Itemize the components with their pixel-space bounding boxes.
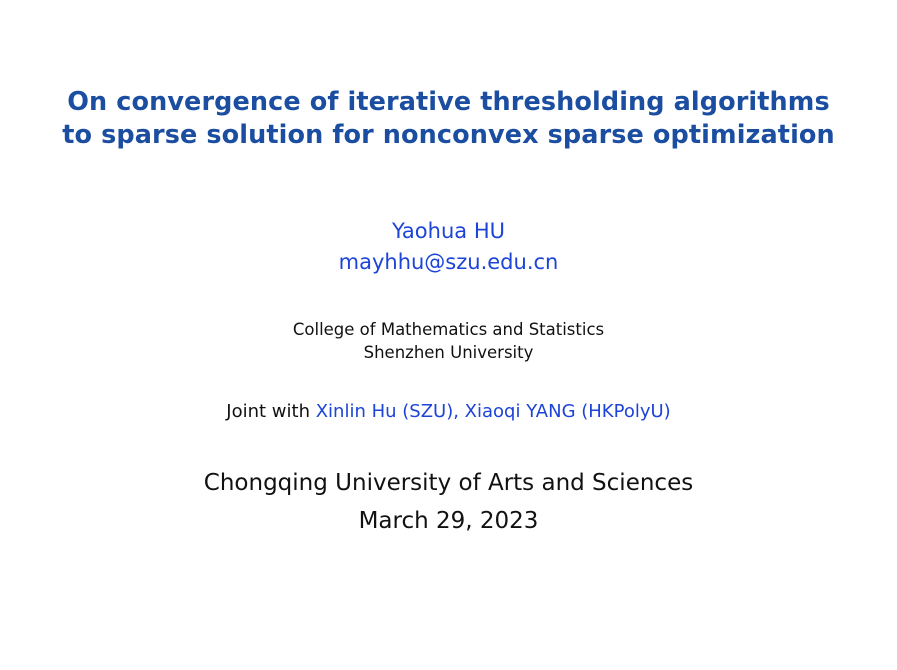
title-line-1: On convergence of iterative thresholding algorithms — [67, 87, 830, 117]
presentation-title — [0, 86, 897, 152]
affiliation-department: College of Mathematics and Statistics — [292, 320, 605, 339]
author-info — [0, 216, 897, 278]
venue-info — [0, 463, 897, 539]
joint-work-collaborators[interactable]: Xinlin Hu (SZU), Xiaoqi YANG (HKPolyU) — [315, 401, 671, 422]
author-email[interactable]: mayhhu@szu.edu.cn — [338, 250, 559, 274]
affiliation — [0, 318, 897, 364]
affiliation-university: Shenzhen University — [363, 343, 534, 362]
joint-work — [0, 399, 897, 425]
author-name: Yaohua HU — [392, 219, 505, 243]
title-line-2: to sparse solution for nonconvex sparse optimization — [62, 120, 835, 150]
joint-work-prefix: Joint with — [226, 401, 316, 422]
venue-place: Chongqing University of Arts and Sciences — [203, 470, 694, 496]
venue-date: March 29, 2023 — [358, 508, 539, 534]
